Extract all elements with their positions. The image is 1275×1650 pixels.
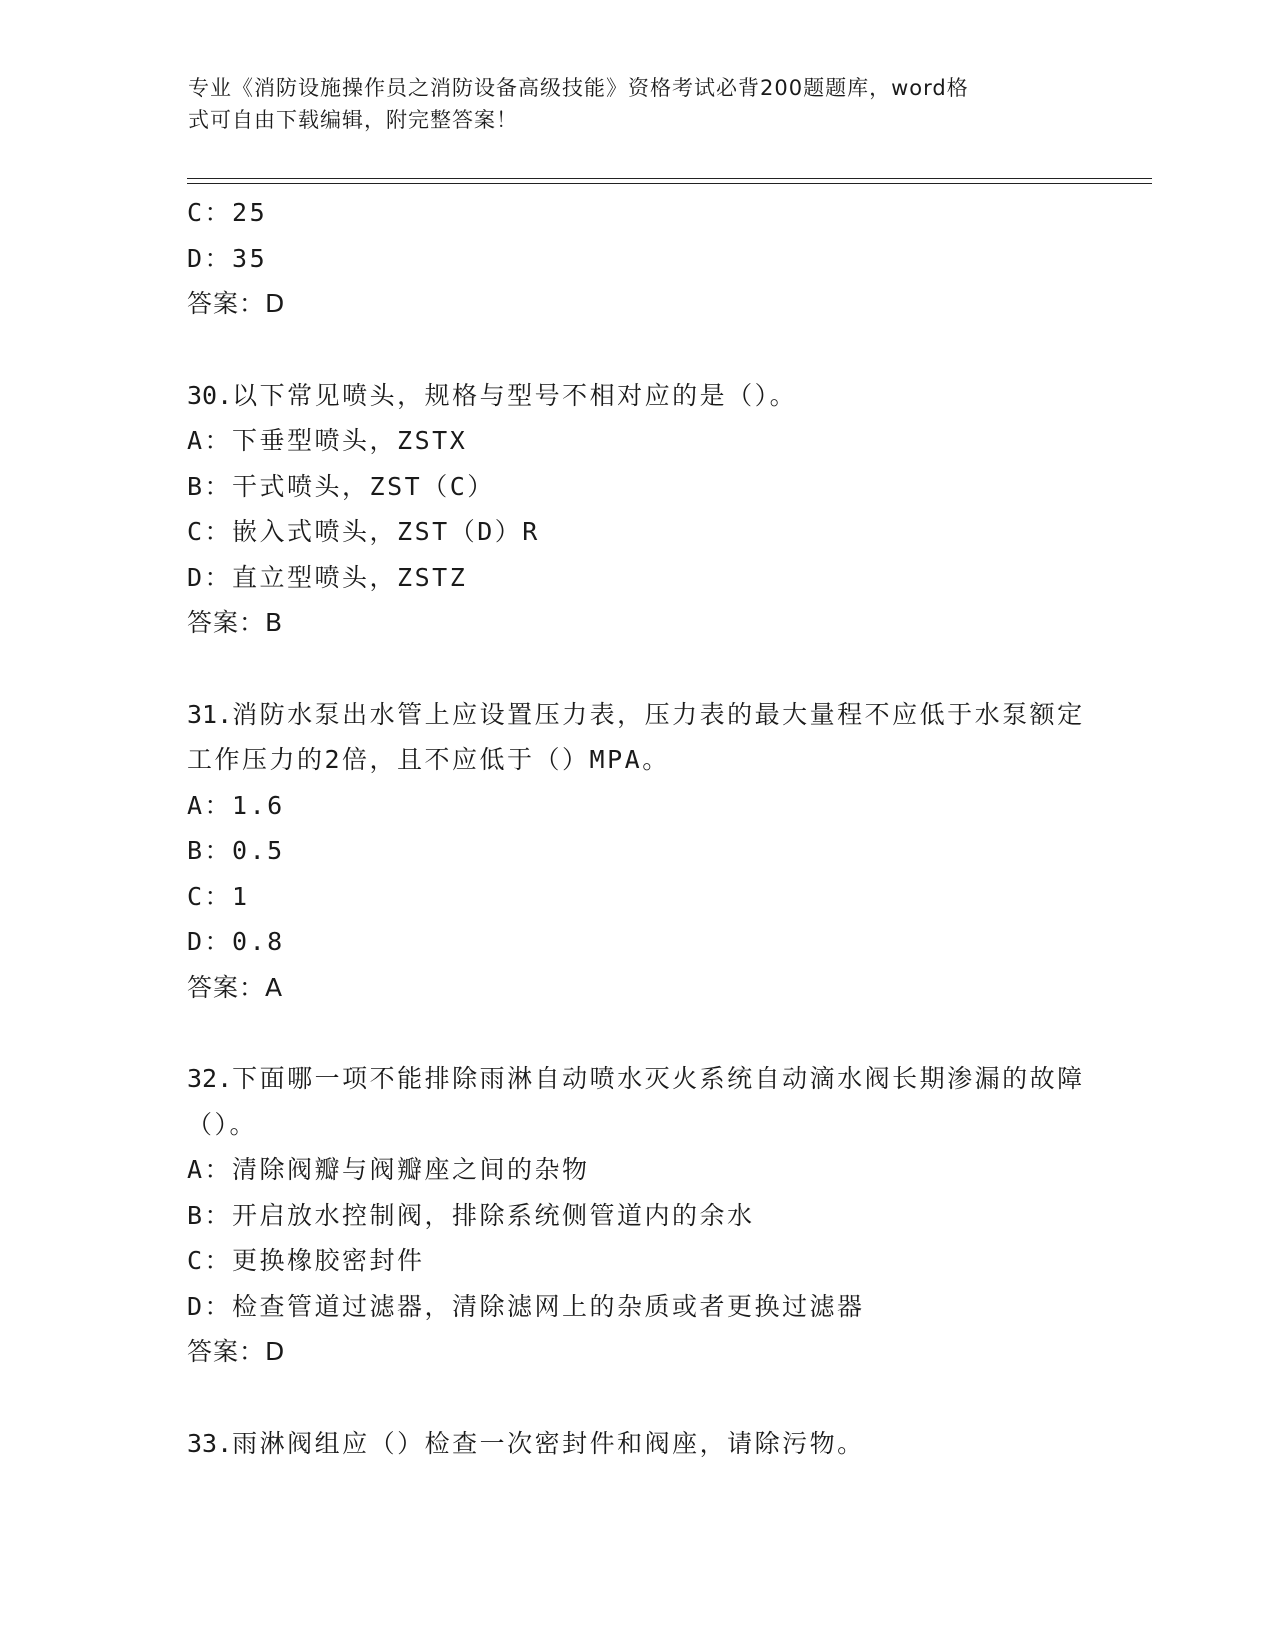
answer: 答案：B — [187, 608, 284, 637]
option-b: B：0.5 — [187, 836, 285, 865]
option-b: B：干式喷头，ZST（C） — [187, 471, 495, 501]
question-31 — [187, 692, 1087, 1011]
question-number: 30. — [187, 380, 233, 410]
option-c: C：嵌入式喷头，ZST（D）R — [187, 517, 540, 546]
question-32 — [187, 1056, 1087, 1375]
option-c: C：25 — [187, 198, 268, 227]
document-body — [187, 190, 1087, 1466]
option-c: C：更换橡胶密封件 — [187, 1246, 425, 1275]
question-text — [187, 1056, 1087, 1147]
question-number: 33. — [187, 1428, 233, 1458]
option-b: B：开启放水控制阀，排除系统侧管道内的余水 — [187, 1200, 755, 1230]
option-d: D：检查管道过滤器，清除滤网上的杂质或者更换过滤器 — [187, 1291, 865, 1321]
header-divider-bottom — [187, 183, 1152, 184]
option-d: D：直立型喷头，ZSTZ — [187, 562, 468, 592]
question-stem: 以下常见喷头，规格与型号不相对应的是（）。 — [232, 380, 798, 410]
option-c: C：1 — [187, 881, 250, 911]
question-33 — [187, 1421, 1087, 1467]
header-divider-top — [187, 178, 1152, 179]
page-header — [188, 72, 1068, 136]
answer: 答案：D — [187, 1337, 286, 1366]
option-a: A：1.6 — [187, 790, 285, 820]
question-stem: 下面哪一项不能排除雨淋自动喷水灭火系统自动滴水阀长期渗漏的故障（）。 — [187, 1064, 1085, 1139]
option-a: A：下垂型喷头，ZSTX — [187, 426, 468, 455]
answer: 答案：A — [187, 972, 284, 1002]
question-stem: 消防水泵出水管上应设置压力表，压力表的最大量程不应低于水泵额定工作压力的2倍，且不应低于（）MPA。 — [187, 699, 1085, 774]
question-30 — [187, 373, 1087, 646]
option-a: A：清除阀瓣与阀瓣座之间的杂物 — [187, 1155, 590, 1184]
question-stem: 雨淋阀组应（）检查一次密封件和阀座，请除污物。 — [232, 1428, 865, 1458]
question-number: 32. — [187, 1064, 233, 1093]
header-title-line-2: 式可自由下载编辑，附完整答案！ — [188, 108, 518, 132]
question-number: 31. — [187, 699, 233, 729]
header-title-line-1: 专业《消防设施操作员之消防设备高级技能》资格考试必背200题题库，word格 — [188, 76, 969, 100]
option-d: D：0.8 — [187, 927, 285, 956]
answer: 答案：D — [187, 289, 286, 318]
question-text — [187, 1421, 1087, 1467]
question-text — [187, 692, 1087, 783]
question-text — [187, 373, 1087, 419]
option-d: D：35 — [187, 243, 268, 273]
previous-question-tail — [187, 190, 1087, 327]
